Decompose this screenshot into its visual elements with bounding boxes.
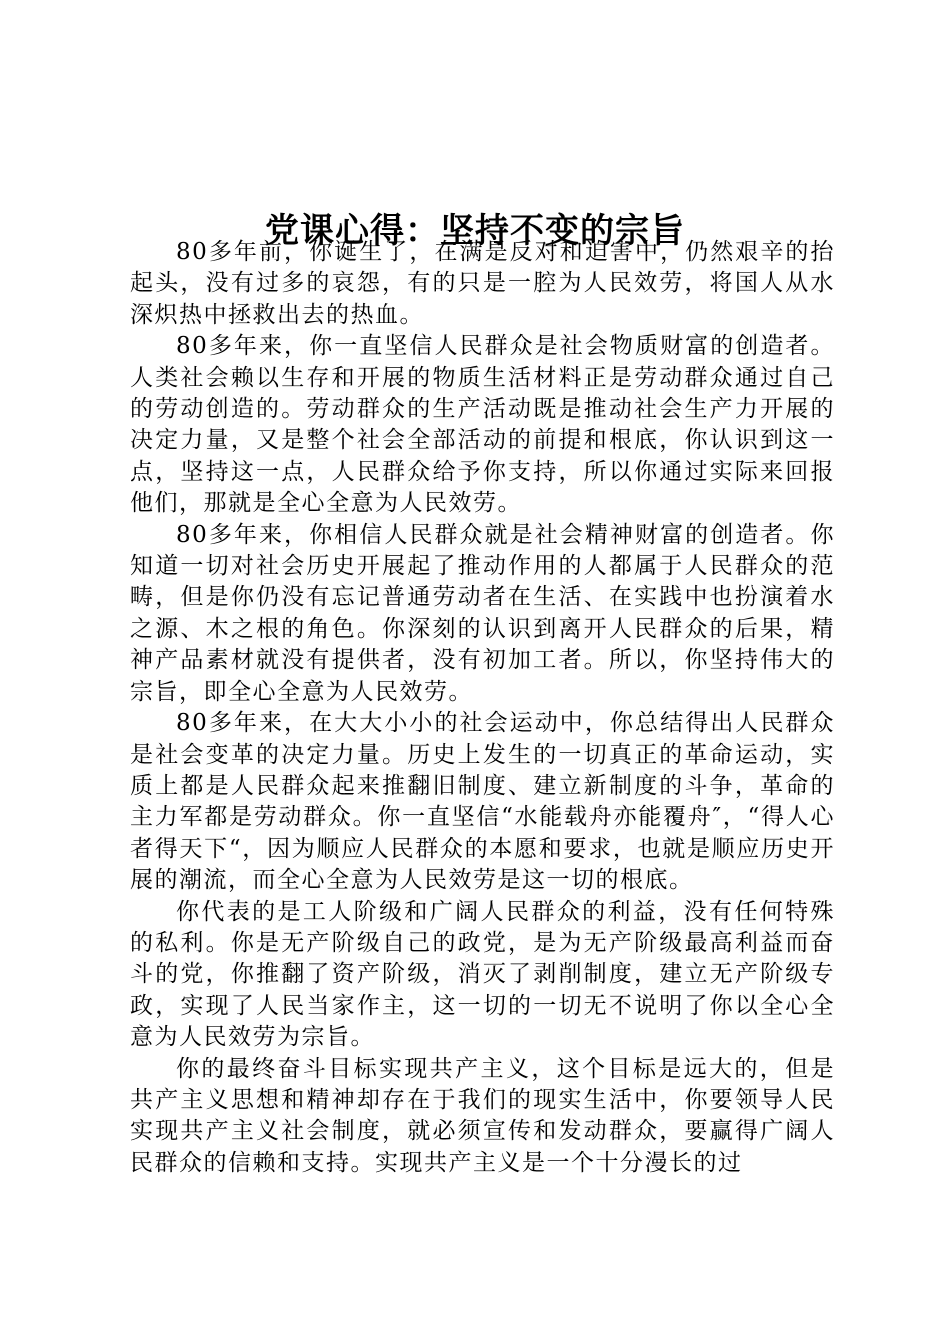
document-title: 党课心得：坚持不变的宗旨: [265, 210, 685, 251]
document-body: [130, 237, 835, 1317]
paragraph-4: 80多年来，在大大小小的社会运动中，你总结得出人民群众是社会变革的决定力量。历史上发生的一切真正的革命运动，实质上都是人民群众起来推翻旧制度、建立新制度的斗争，革命的主力军都是劳动群众。你一直坚信“水能载舟亦能覆舟″，“得人心者得天下“，因为顺应人民群众的本愿和要求，也就是顺应历史开展的潮流，而全心全意为人民效劳是这一切的根底。: [130, 710, 835, 894]
paragraph-6: 你的最终奋斗目标实现共产主义，这个目标是远大的，但是共产主义思想和精神却存在于我们的现实生活中，你要领导人民实现共产主义社会制度，就必须宣传和发动群众，要赢得广阔人民群众的信赖和支持。实现共产主义是一个十分漫长的过: [130, 1055, 835, 1176]
paragraph-1: 80多年前，你诞生了，在满是反对和迫害中，仍然艰辛的抬起头，没有过多的哀怨，有的只是一腔为人民效劳，将国人从水深炽热中拯救出去的热血。: [130, 239, 835, 328]
paragraph-3: 80多年来，你相信人民群众就是社会精神财富的创造者。你知道一切对社会历史开展起了推动作用的人都属于人民群众的范畴，但是你仍没有忘记普通劳动者在生活、在实践中也扮演着水之源、木之根的角色。你深刻的认识到离开人民群众的后果，精神产品素材就没有提供者，没有初加工者。所以，你坚持伟大的宗旨，即全心全意为人民效劳。: [130, 521, 835, 705]
paragraph-5: 你代表的是工人阶级和广阔人民群众的利益，没有任何特殊的私利。你是无产阶级自己的政党，是为无产阶级最高利益而奋斗的党，你推翻了资产阶级，消灭了剥削制度，建立无产阶级专政，实现了人民当家作主，这一切的一切无不说明了你以全心全意为人民效劳为宗旨。: [130, 898, 835, 1051]
paragraph-2: 80多年来，你一直坚信人民群众是社会物质财富的创造者。人类社会赖以生存和开展的物质生活材料正是劳动群众通过自己的劳动创造的。劳动群众的生产活动既是推动社会生产力开展的决定力量，又是整个社会全部活动的前提和根底，你认识到这一点，坚持这一点，人民群众给予你支持，所以你通过实际来回报他们，那就是全心全意为人民效劳。: [130, 333, 835, 517]
